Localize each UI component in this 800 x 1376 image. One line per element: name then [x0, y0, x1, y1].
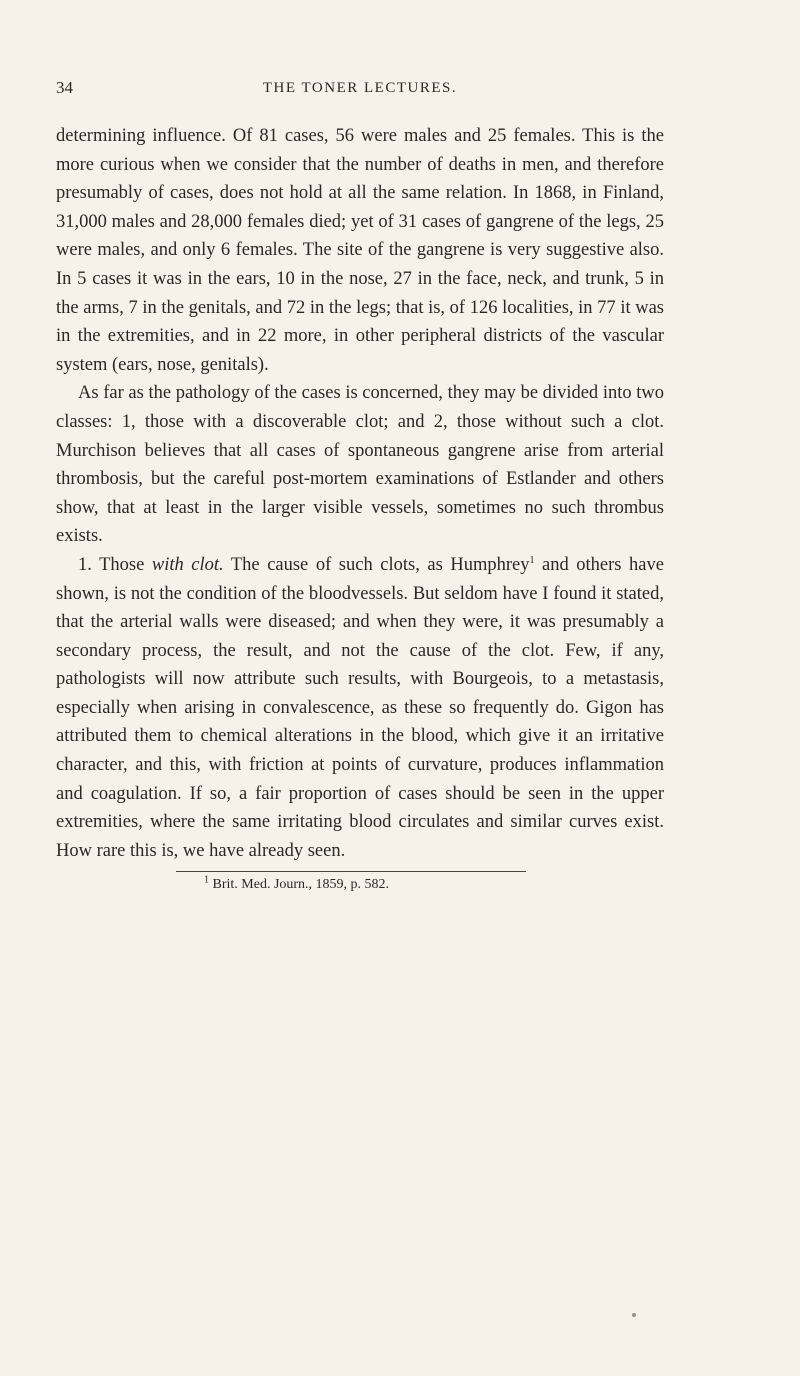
paragraph-with-clot [56, 551, 664, 866]
paper-speck [632, 1313, 636, 1317]
body-text [56, 122, 664, 865]
footnote-rule [176, 871, 526, 872]
running-title: THE TONER LECTURES. [262, 80, 458, 96]
footnote-reference: 1 [529, 554, 535, 566]
paragraph-with-clot-rest: and others have shown, is not the condition of the bloodvessels. But seldom have I found it stated, that the arterial walls were diseased; and when they were, it was presumably a secondary process, the result, and not the cause of the clot. Few, if any, pathologists will now attribute such results, with Bourgeois, to a metastasis, especially when arising in convalescence, as these so frequently do. Gigon has attributed them to chemical alterations in the blood, which give it an irritative character, and this, with friction at points of curvature, produces inflammation and coagulation. If so, a fair proportion of cases should be seen in the upper extremities, where the same irritating blood circulates and similar curves exist. How rare this is, we have already seen. [56, 554, 664, 861]
paragraph-with-clot-mid: The cause of such clots, as Humphrey [223, 554, 530, 575]
paragraph-with-clot-lead: 1. Those [78, 554, 152, 575]
running-head [56, 78, 664, 108]
book-page [56, 78, 664, 895]
footnote-text: Brit. Med. Journ., 1859, p. 582. [209, 877, 390, 893]
paragraph-gender-and-site: determining influence. Of 81 cases, 56 were males and 25 females. This is the more curious when we consider that the number of deaths in men, and therefore presumably of cases, does not hold at all the same relation. In 1868, in Finland, 31,000 males and 28,000 females died; yet of 31 cases of gangrene of the legs, 25 were males, and only 6 females. The site of the gangrene is very suggestive also. In 5 cases it was in the ears, 10 in the nose, 27 in the face, neck, and trunk, 5 in the arms, 7 in the genitals, and 72 in the legs; that is, of 126 localities, in 77 it was in the extremities, and in 22 more, in other peripheral districts of the vascular system (ears, nose, genitals). [56, 126, 664, 375]
footnote [56, 875, 664, 895]
footnote-marker: 1 [204, 874, 209, 886]
page-number: 34 [56, 78, 73, 97]
with-clot-italic: with clot. [151, 554, 224, 575]
paragraph-pathology-classes: As far as the pathology of the cases is concerned, they may be divided into two classes: 1, those with a discoverable clot; and 2, those without such a clot. Murchison believes that all cases of spontaneous gangrene arise from arterial thrombosis, but the careful post-mortem examinations of Estlander and others show, that at least in the larger visible vessels, sometimes no such thrombus exists. [56, 383, 664, 547]
